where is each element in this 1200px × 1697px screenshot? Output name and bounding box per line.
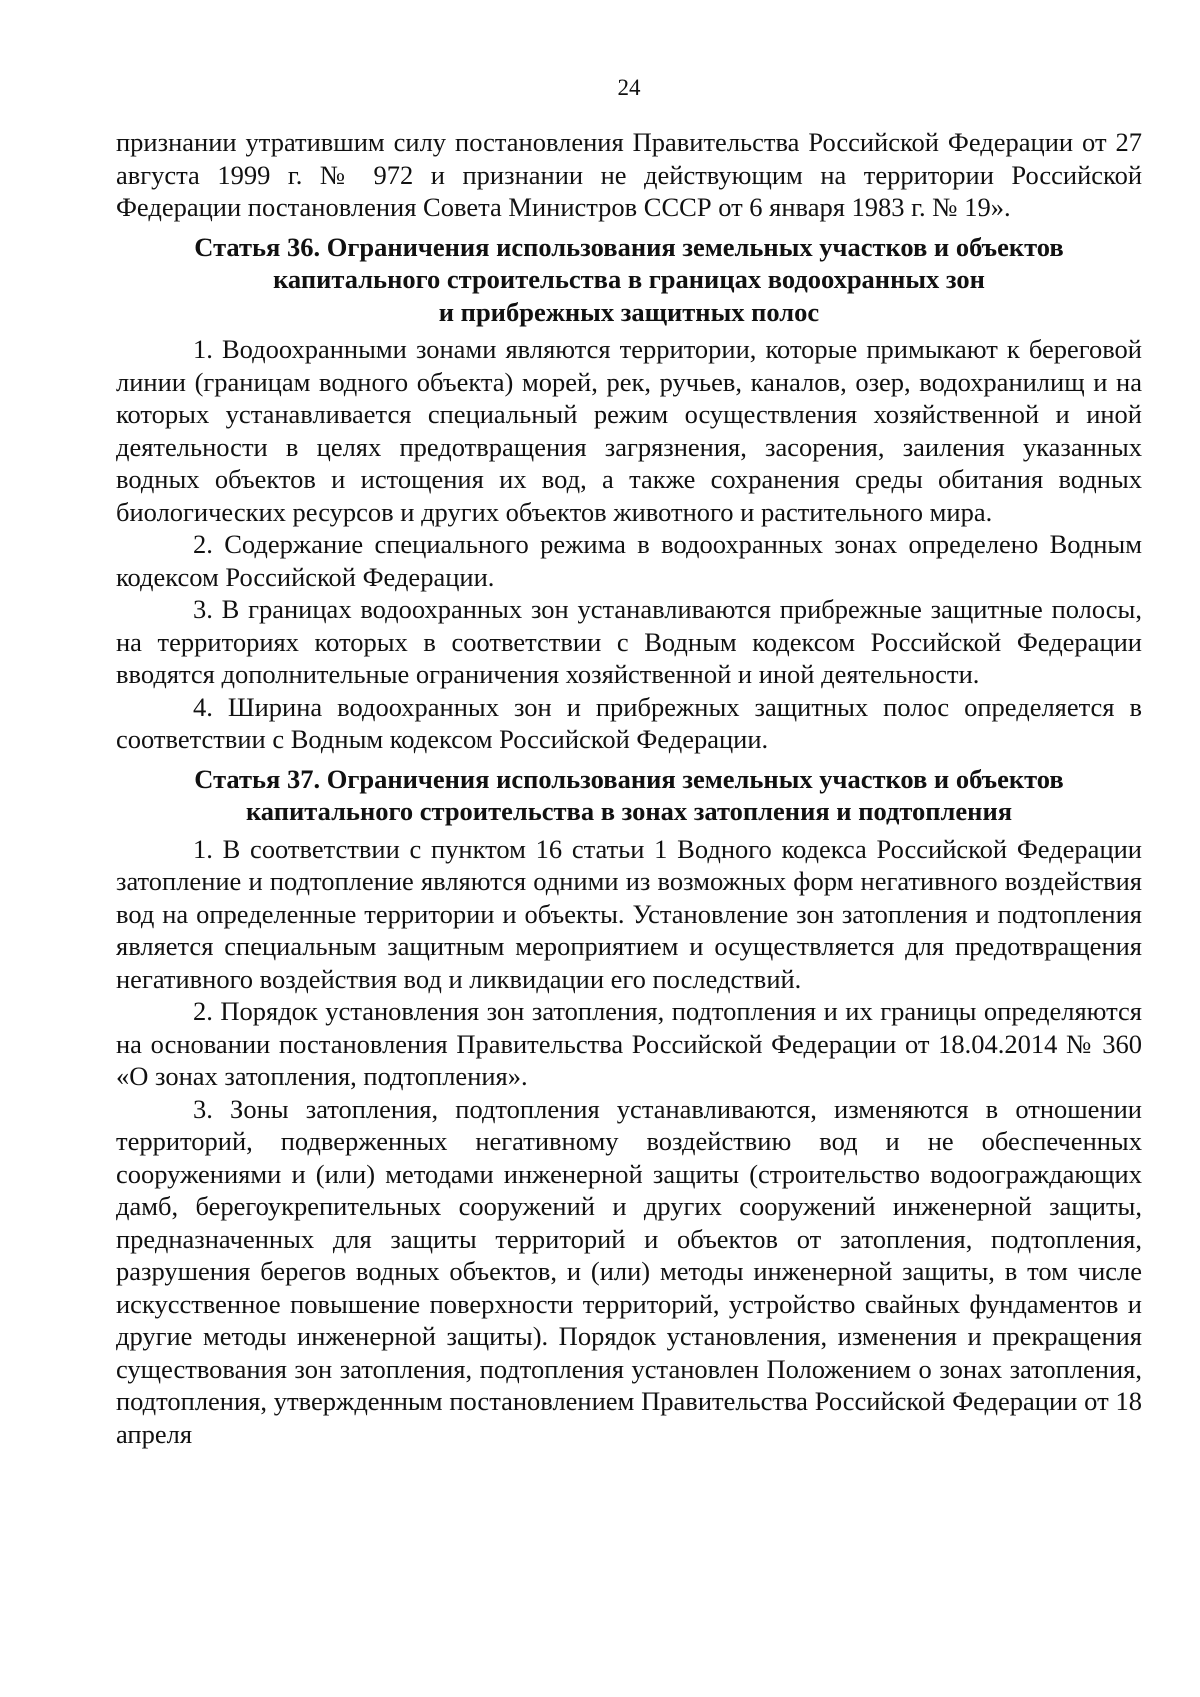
page-content <box>116 126 1142 1450</box>
article-36-heading-line: Статья 36. Ограничения использования земельных участков и объектов <box>194 231 1064 262</box>
article-37-paragraph-3: 3. Зоны затопления, подтопления устанавливаются, изменяются в отношении территорий, подверженных негативному воздействию вод и не обеспеченных сооружениями и (или) методами инженерной защиты (строительство водоограждающих дамб, берегоукрепительных сооружений и других сооружений инженерной защиты, предназначенных для защиты территорий и объектов от затопления, подтопления, разрушения берегов водных объектов, и (или) методы инженерной защиты, в том числе искусственное повышение поверхности территорий, устройство свайных фундаментов и другие методы инженерной защиты). Порядок установления, изменения и прекращения существования зон затопления, подтопления установлен Положением о зонах затопления, подтопления, утвержденным постановлением Правительства Российской Федерации от 18 апреля <box>116 1093 1142 1449</box>
intro-paragraph: признании утратившим силу постановления Правительства Российской Федерации от 27 августа 1999 г. № 972 и признании не действующим на территории Российской Федерации постановления Совета Министров СССР от 6 января 1983 г. № 19». <box>116 127 1142 222</box>
article-36-paragraph-3: 3. В границах водоохранных зон устанавливаются прибрежные защитные полосы, на территориях которых в соответствии с Водным кодексом Российской Федерации вводятся дополнительные ограничения хозяйственной и иной деятельности. <box>116 594 1142 689</box>
article-36-heading-line: капитального строительства в границах водоохранных зон <box>273 264 985 294</box>
article-36-paragraph-4: 4. Ширина водоохранных зон и прибрежных защитных полос определяется в соответствии с Водным кодексом Российской Федерации. <box>116 691 1142 754</box>
article-36-paragraph-1: 1. Водоохранными зонами являются территории, которые примыкают к береговой линии (границам водного объекта) морей, рек, ручьев, каналов, озер, водохранилищ и на которых устанавливается специальный режим осуществления хозяйственной и иной деятельности в целях предотвращения загрязнения, засорения, заиления указанных водных объектов и истощения их вод, а также сохранения среды обитания водных биологических ресурсов и других объектов животного и растительного мира. <box>116 334 1142 527</box>
article-36-heading <box>116 231 1142 329</box>
page-number: 24 <box>617 75 641 100</box>
article-36-paragraph-2: 2. Содержание специального режима в водоохранных зонах определено Водным кодексом Российской Федерации. <box>116 529 1142 592</box>
article-37-heading-line: Статья 37. Ограничения использования земельных участков и объектов <box>194 763 1064 794</box>
document-page <box>116 0 1142 1697</box>
article-37-heading-line: капитального строительства в зонах затопления и подтопления <box>245 796 1013 826</box>
article-37-heading <box>116 763 1142 828</box>
article-36-heading-line: и прибрежных защитных полос <box>438 296 820 327</box>
article-37-paragraph-1: 1. В соответствии с пунктом 16 статьи 1 Водного кодекса Российской Федерации затопление и подтопление являются одними из возможных форм негативного воздействия вод на определенные территории и объекты. Установление зон затопления и подтопления является специальным защитным мероприятием и осуществляется для предотвращения негативного воздействия вод и ликвидации его последствий. <box>116 833 1142 994</box>
article-37-paragraph-2: 2. Порядок установления зон затопления, подтопления и их границы определяются на основании постановления Правительства Российской Федерации от 18.04.2014 № 360 «О зонах затопления, подтопления». <box>116 996 1142 1091</box>
